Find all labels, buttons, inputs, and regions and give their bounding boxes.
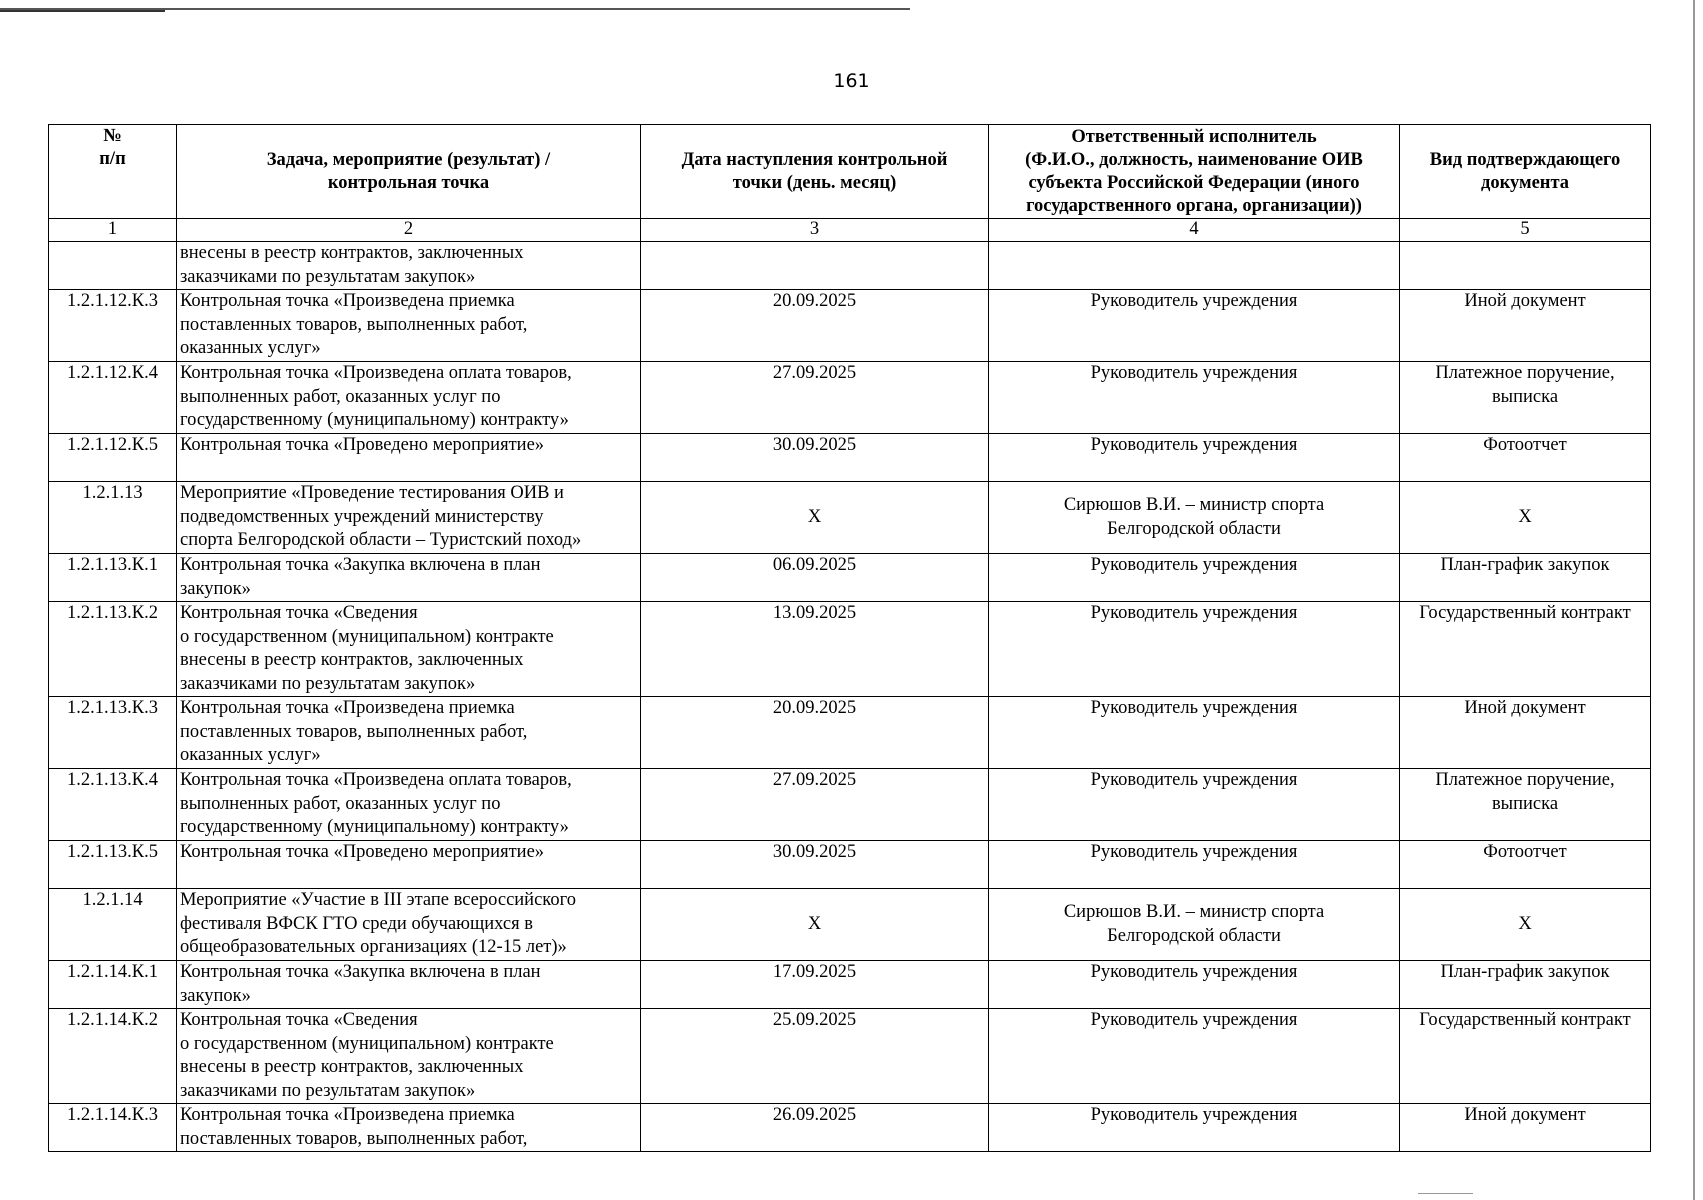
row-responsible (989, 242, 1400, 290)
row-responsible: Руководитель учреждения (989, 554, 1400, 602)
header-number: № п/п (49, 125, 177, 219)
row-number: 1.2.1.13.К.2 (49, 602, 177, 697)
row-date: Х (641, 889, 989, 961)
table-row (49, 1009, 1651, 1104)
table-row (49, 697, 1651, 769)
row-responsible: Руководитель учреждения (989, 434, 1400, 482)
table-row (49, 889, 1651, 961)
row-document: План-график закупок (1400, 554, 1651, 602)
row-date: 30.09.2025 (641, 434, 989, 482)
row-task: Контрольная точка «Проведено мероприятие» (177, 841, 641, 889)
scan-mark-bottom (1418, 1193, 1473, 1194)
table-row (49, 769, 1651, 841)
row-responsible: Руководитель учреждения (989, 841, 1400, 889)
row-task: Контрольная точка «Произведена приемка поставленных товаров, выполненных работ, (177, 1104, 641, 1152)
row-date: 06.09.2025 (641, 554, 989, 602)
row-document: Платежное поручение, выписка (1400, 362, 1651, 434)
row-task: Контрольная точка «Закупка включена в план закупок» (177, 554, 641, 602)
row-task: Контрольная точка «Сведения о государственном (муниципальном) контракте внесены в реестр контрактов, заключенных заказчиками по результатам закупок» (177, 602, 641, 697)
table-row (49, 961, 1651, 1009)
row-date: 27.09.2025 (641, 362, 989, 434)
column-numbers-row (49, 219, 1651, 242)
table-row (49, 482, 1651, 554)
row-number: 1.2.1.14.К.3 (49, 1104, 177, 1152)
row-document: Государственный контракт (1400, 1009, 1651, 1104)
row-number (49, 242, 177, 290)
column-number-2: 2 (177, 219, 641, 242)
table-row (49, 1104, 1651, 1152)
row-number: 1.2.1.13 (49, 482, 177, 554)
table-row (49, 242, 1651, 290)
row-date (641, 242, 989, 290)
row-number: 1.2.1.14.К.1 (49, 961, 177, 1009)
row-responsible: Руководитель учреждения (989, 362, 1400, 434)
row-document: Государственный контракт (1400, 602, 1651, 697)
row-date: Х (641, 482, 989, 554)
row-number: 1.2.1.12.К.4 (49, 362, 177, 434)
scan-border-right (1693, 0, 1695, 1200)
row-date: 17.09.2025 (641, 961, 989, 1009)
row-task: Контрольная точка «Сведения о государственном (муниципальном) контракте внесены в реестр контрактов, заключенных заказчиками по результатам закупок» (177, 1009, 641, 1104)
table-header-row (49, 125, 1651, 219)
row-number: 1.2.1.12.К.3 (49, 290, 177, 362)
row-document: Иной документ (1400, 697, 1651, 769)
row-number: 1.2.1.13.К.1 (49, 554, 177, 602)
header-date: Дата наступления контрольной точки (день. месяц) (641, 125, 989, 219)
row-document: Иной документ (1400, 290, 1651, 362)
row-document: Платежное поручение, выписка (1400, 769, 1651, 841)
row-date: 13.09.2025 (641, 602, 989, 697)
row-task: Мероприятие «Участие в III этапе всероссийского фестиваля ВФСК ГТО среди обучающихся в общеобразовательных организациях (12-15 лет)» (177, 889, 641, 961)
column-number-5: 5 (1400, 219, 1651, 242)
row-document: Фотоотчет (1400, 434, 1651, 482)
row-document (1400, 242, 1651, 290)
row-number: 1.2.1.13.К.4 (49, 769, 177, 841)
row-document: Х (1400, 482, 1651, 554)
row-number: 1.2.1.13.К.3 (49, 697, 177, 769)
row-responsible: Сирюшов В.И. – министр спорта Белгородской области (989, 482, 1400, 554)
row-responsible: Руководитель учреждения (989, 961, 1400, 1009)
row-task: Мероприятие «Проведение тестирования ОИВ и подведомственных учреждений министерству спорта Белгородской области – Туристский поход» (177, 482, 641, 554)
row-task: Контрольная точка «Закупка включена в план закупок» (177, 961, 641, 1009)
row-date: 20.09.2025 (641, 697, 989, 769)
column-number-4: 4 (989, 219, 1400, 242)
row-date: 25.09.2025 (641, 1009, 989, 1104)
row-responsible: Руководитель учреждения (989, 602, 1400, 697)
row-date: 26.09.2025 (641, 1104, 989, 1152)
row-document: Фотоотчет (1400, 841, 1651, 889)
row-date: 27.09.2025 (641, 769, 989, 841)
row-document: Иной документ (1400, 1104, 1651, 1152)
row-responsible: Руководитель учреждения (989, 1104, 1400, 1152)
row-responsible: Руководитель учреждения (989, 769, 1400, 841)
row-task: Контрольная точка «Проведено мероприятие» (177, 434, 641, 482)
table-row (49, 554, 1651, 602)
column-number-3: 3 (641, 219, 989, 242)
table-row (49, 290, 1651, 362)
control-points-table (48, 124, 1651, 1152)
row-number: 1.2.1.13.К.5 (49, 841, 177, 889)
row-date: 30.09.2025 (641, 841, 989, 889)
row-responsible: Руководитель учреждения (989, 697, 1400, 769)
page-number: 161 (833, 70, 870, 92)
header-task: Задача, мероприятие (результат) / контрольная точка (177, 125, 641, 219)
row-task: Контрольная точка «Произведена приемка поставленных товаров, выполненных работ, оказанных услуг» (177, 697, 641, 769)
table-row (49, 602, 1651, 697)
row-number: 1.2.1.12.К.5 (49, 434, 177, 482)
row-responsible: Сирюшов В.И. – министр спорта Белгородской области (989, 889, 1400, 961)
header-responsible: Ответственный исполнитель (Ф.И.О., должность, наименование ОИВ субъекта Российской Федерации (иного государственного органа, организации)) (989, 125, 1400, 219)
row-task: Контрольная точка «Произведена приемка поставленных товаров, выполненных работ, оказанных услуг» (177, 290, 641, 362)
row-responsible: Руководитель учреждения (989, 1009, 1400, 1104)
table-row (49, 841, 1651, 889)
row-document: План-график закупок (1400, 961, 1651, 1009)
table-row (49, 362, 1651, 434)
row-number: 1.2.1.14.К.2 (49, 1009, 177, 1104)
column-number-1: 1 (49, 219, 177, 242)
row-number: 1.2.1.14 (49, 889, 177, 961)
row-task: Контрольная точка «Произведена оплата товаров, выполненных работ, оказанных услуг по государственному (муниципальному) контракту» (177, 362, 641, 434)
table-row (49, 434, 1651, 482)
header-document: Вид подтверждающего документа (1400, 125, 1651, 219)
row-task: Контрольная точка «Произведена оплата товаров, выполненных работ, оказанных услуг по государственному (муниципальному) контракту» (177, 769, 641, 841)
row-date: 20.09.2025 (641, 290, 989, 362)
row-task: внесены в реестр контрактов, заключенных заказчиками по результатам закупок» (177, 242, 641, 290)
scan-border-top-dark (0, 10, 165, 12)
row-document: Х (1400, 889, 1651, 961)
row-responsible: Руководитель учреждения (989, 290, 1400, 362)
